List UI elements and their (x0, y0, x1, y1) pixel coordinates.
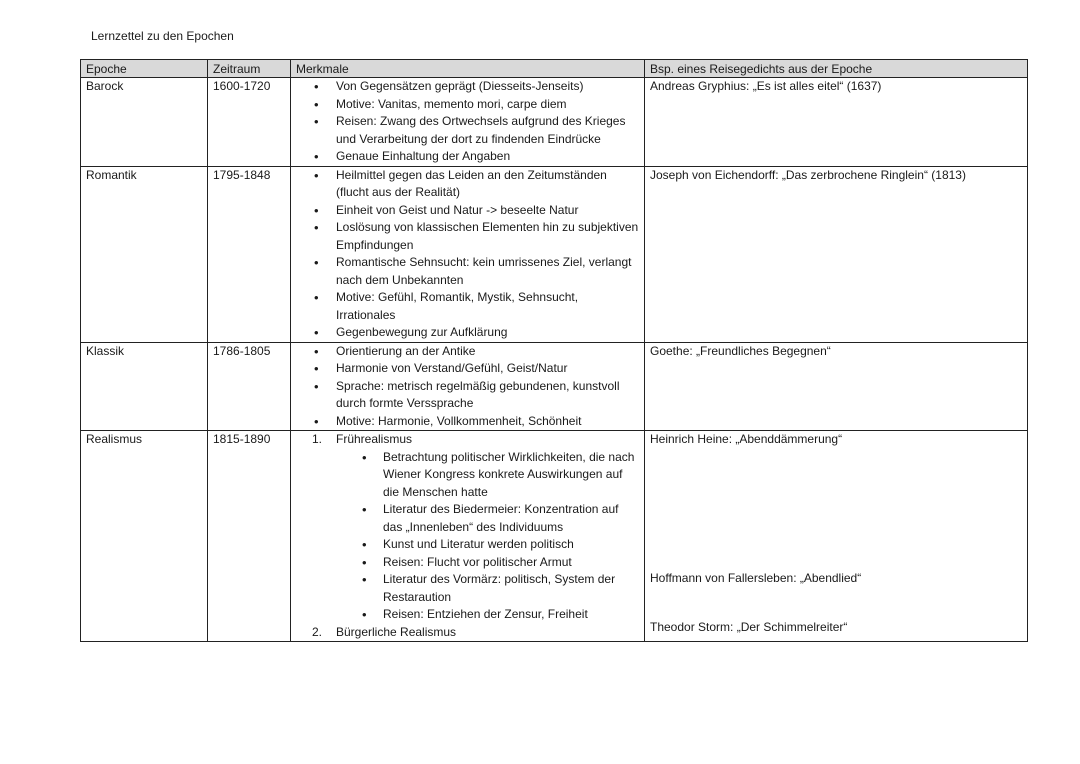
item-number: 2. (312, 624, 323, 639)
epoch-features (291, 431, 645, 642)
epoch-period: 1600-1720 (208, 78, 291, 167)
feature-item: • Reisen: Entziehen der Zensur, Freiheit (336, 606, 639, 624)
table-row-realismus (81, 431, 1028, 642)
feature-item: • Heilmittel gegen das Leiden an den Zeitumständen (flucht aus der Realität) (296, 167, 639, 202)
epoch-features (291, 78, 645, 167)
epochs-table (80, 59, 1028, 642)
header-zeitraum: Zeitraum (208, 60, 291, 78)
feature-item: • Betrachtung politischer Wirklichkeiten, die nach Wiener Kongress konkrete Auswirkungen auf die Menschen hatte (336, 449, 639, 502)
header-beispiel: Bsp. eines Reisegedichts aus der Epoche (645, 60, 1028, 78)
epoch-period: 1786-1805 (208, 342, 291, 431)
example-item: Hoffmann von Fallersleben: „Abendlied“ (650, 571, 862, 585)
epoch-period: 1795-1848 (208, 166, 291, 342)
subperiod-title: Frührealismus (336, 432, 413, 446)
epoch-example: Joseph von Eichendorff: „Das zerbrochene Ringlein“ (1813) (645, 166, 1028, 342)
feature-item: • Loslösung von klassischen Elementen hin zu subjektiven Empfindungen (296, 219, 639, 254)
table-row-romantik (81, 166, 1028, 342)
document-title: Lernzettel zu den Epochen (91, 29, 234, 43)
feature-item: • Motive: Vanitas, memento mori, carpe diem (296, 96, 639, 114)
epoch-features (291, 166, 645, 342)
feature-item: • Motive: Gefühl, Romantik, Mystik, Sehnsucht, Irrationales (296, 289, 639, 324)
epoch-example: Andreas Gryphius: „Es ist alles eitel“ (1637) (645, 78, 1028, 167)
feature-item: • Literatur des Biedermeier: Konzentration auf das „Innenleben“ des Individuums (336, 501, 639, 536)
feature-item: • Orientierung an der Antike (296, 343, 639, 361)
epoch-period: 1815-1890 (208, 431, 291, 642)
epoch-name: Barock (81, 78, 208, 167)
feature-item: • Einheit von Geist und Natur -> beseelte Natur (296, 202, 639, 220)
epoch-features (291, 342, 645, 431)
feature-item: • Harmonie von Verstand/Gefühl, Geist/Natur (296, 360, 639, 378)
numbered-item (296, 431, 639, 624)
example-item: Heinrich Heine: „Abenddämmerung“ (650, 432, 843, 446)
feature-item: • Romantische Sehnsucht: kein umrissenes Ziel, verlangt nach dem Unbekannten (296, 254, 639, 289)
feature-item: • Literatur des Vormärz: politisch, System der Restaraution (336, 571, 639, 606)
example-item: Theodor Storm: „Der Schimmelreiter“ (650, 620, 848, 634)
header-epoche: Epoche (81, 60, 208, 78)
feature-item: • Gegenbewegung zur Aufklärung (296, 324, 639, 342)
item-number: 1. (312, 432, 323, 446)
epoch-example: Goethe: „Freundliches Begegnen“ (645, 342, 1028, 431)
feature-item: • Reisen: Flucht vor politischer Armut (336, 554, 639, 572)
feature-item: • Von Gegensätzen geprägt (Diesseits-Jenseits) (296, 78, 639, 96)
numbered-item (296, 624, 639, 642)
epoch-name: Realismus (81, 431, 208, 642)
table-row-klassik (81, 342, 1028, 431)
table-header-row (81, 60, 1028, 78)
subperiod-title: Bürgerliche Realismus (336, 624, 457, 639)
epoch-example (645, 431, 1028, 642)
feature-item: • Reisen: Zwang des Ortwechsels aufgrund des Krieges und Verarbeitung der dort zu findenden Eindrücke (296, 113, 639, 148)
feature-item: • Kunst und Literatur werden politisch (336, 536, 639, 554)
epoch-name: Romantik (81, 166, 208, 342)
epoch-name: Klassik (81, 342, 208, 431)
feature-item: • Genaue Einhaltung der Angaben (296, 148, 639, 166)
feature-item: • Motive: Harmonie, Vollkommenheit, Schönheit (296, 413, 639, 431)
table-row-barock (81, 78, 1028, 167)
header-merkmale: Merkmale (291, 60, 645, 78)
feature-item: • Sprache: metrisch regelmäßig gebundenen, kunstvoll durch formte Verssprache (296, 378, 639, 413)
